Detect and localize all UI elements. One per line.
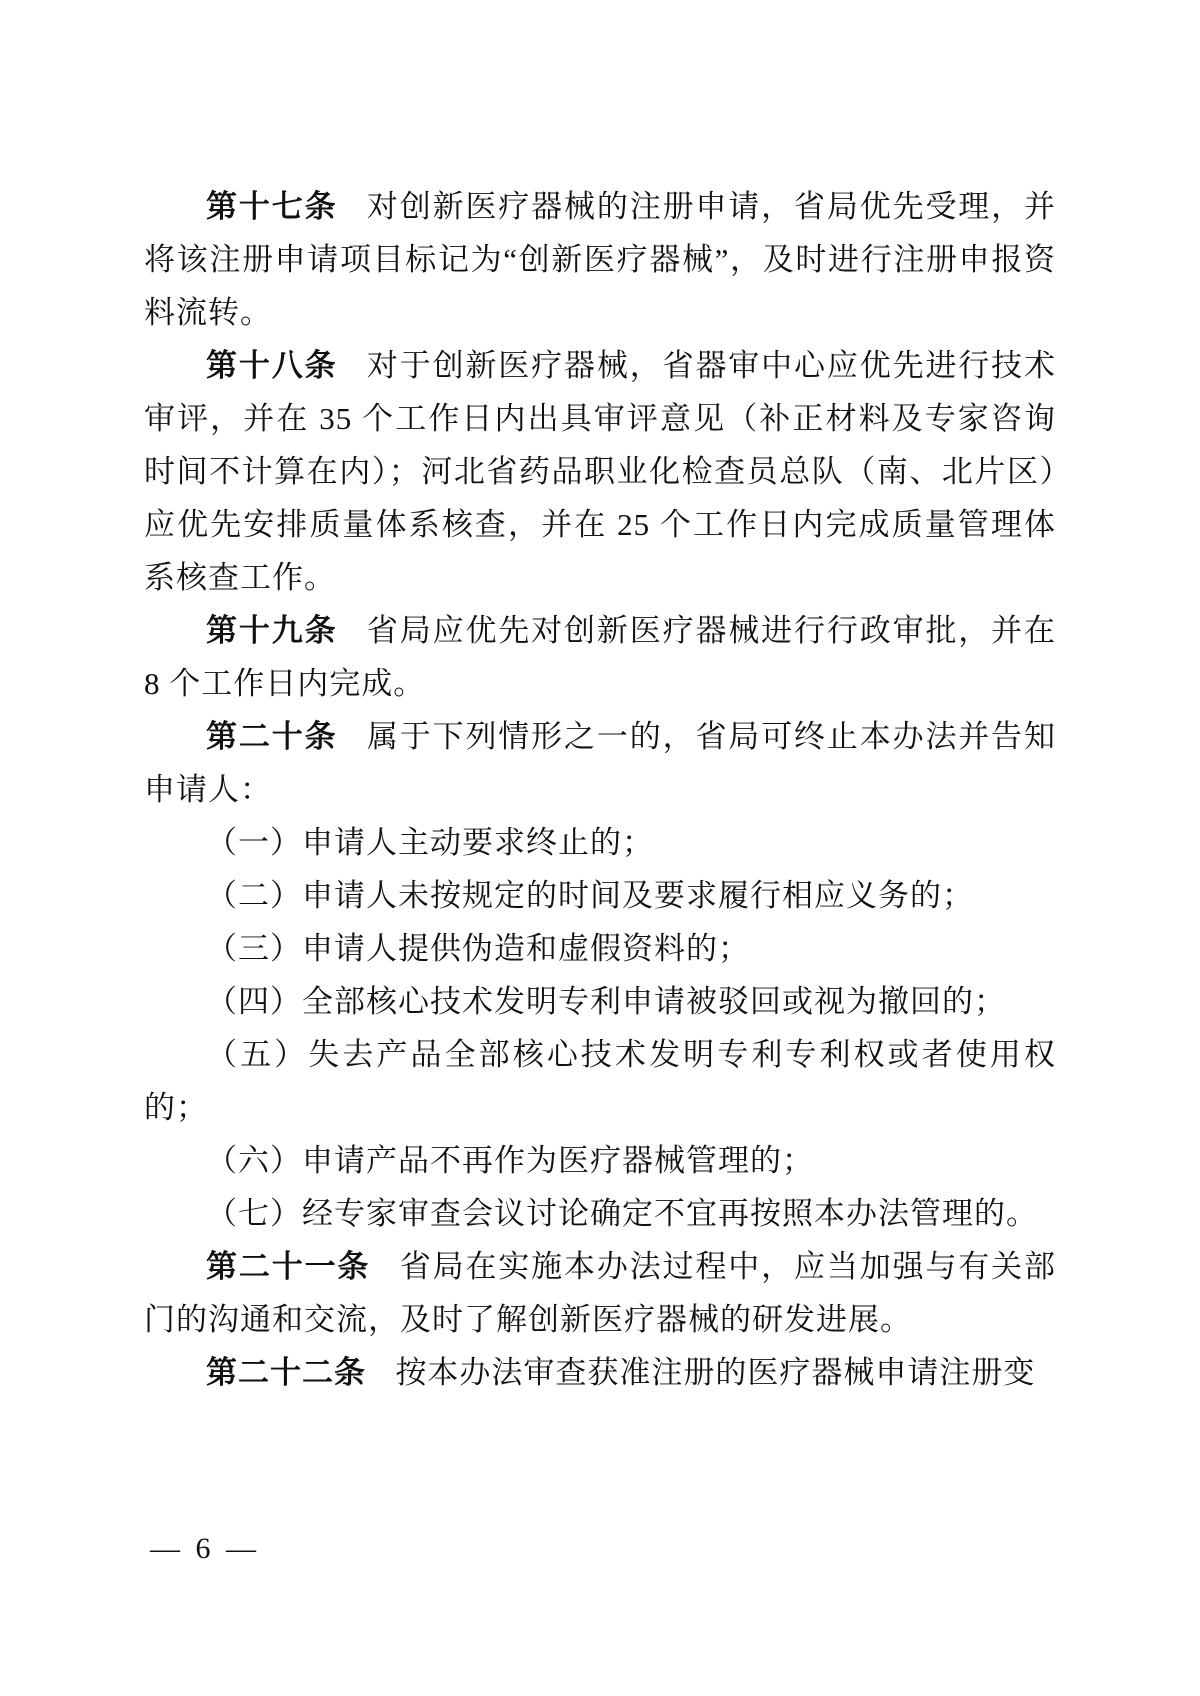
list-item-4 — [144, 975, 1056, 1028]
list-item-1 — [144, 816, 1056, 869]
list-item-text: （二）申请人未按规定的时间及要求履行相应义务的； — [206, 878, 974, 913]
article-number: 第十九条 — [206, 613, 338, 648]
page-number: — 6 — — [150, 1532, 260, 1565]
list-item-6 — [144, 1134, 1056, 1187]
list-item-text: （六）申请产品不再作为医疗器械管理的； — [206, 1143, 814, 1178]
list-item-text: （一）申请人主动要求终止的； — [206, 825, 654, 860]
article-paragraph-19 — [144, 604, 1056, 710]
list-item-text: （七）经专家审查会议讨论确定不宜再按照本办法管理的。 — [206, 1196, 1038, 1231]
article-text: 省局应优先对创新医疗器械进行行政审批，并在 8 个工作日内完成。 — [144, 613, 1057, 701]
article-number: 第十七条 — [206, 189, 338, 224]
article-text: 对创新医疗器械的注册申请，省局优先受理，并将该注册申请项目标记为“创新医疗器械”，及时进行注册申报资料流转。 — [144, 189, 1057, 330]
list-item-5 — [144, 1028, 1056, 1134]
article-number: 第二十一条 — [206, 1249, 371, 1284]
document-body — [144, 180, 1056, 1399]
article-paragraph-21 — [144, 1240, 1056, 1346]
article-number: 第二十条 — [206, 719, 338, 754]
article-number: 第二十二条 — [206, 1355, 366, 1390]
article-paragraph-20 — [144, 710, 1056, 816]
article-text: 属于下列情形之一的，省局可终止本办法并告知申请人： — [144, 719, 1057, 807]
article-paragraph-17 — [144, 180, 1056, 339]
article-paragraph-18 — [144, 339, 1056, 604]
list-item-text: （四）全部核心技术发明专利申请被驳回或视为撤回的； — [206, 984, 1006, 1019]
article-paragraph-22 — [144, 1346, 1056, 1399]
article-text: 按本办法审查获准注册的医疗器械申请注册变 — [395, 1355, 1036, 1390]
list-item-7 — [144, 1187, 1056, 1240]
article-text: 省局在实施本办法过程中，应当加强与有关部门的沟通和交流，及时了解创新医疗器械的研发进展。 — [144, 1249, 1057, 1337]
article-number: 第十八条 — [206, 348, 338, 383]
list-item-2 — [144, 869, 1056, 922]
list-item-3 — [144, 922, 1056, 975]
article-text: 对于创新医疗器械，省器审中心应优先进行技术审评，并在 35 个工作日内出具审评意见（补正材料及专家咨询时间不计算在内）；河北省药品职业化检查员总队（南、北片区）应优先安排质量体系核查，并在 25 个工作日内完成质量管理体系核查工作。 — [144, 348, 1057, 595]
list-item-text: （五）失去产品全部核心技术发明专利专利权或者使用权的； — [144, 1037, 1056, 1125]
list-item-text: （三）申请人提供伪造和虚假资料的； — [206, 931, 750, 966]
